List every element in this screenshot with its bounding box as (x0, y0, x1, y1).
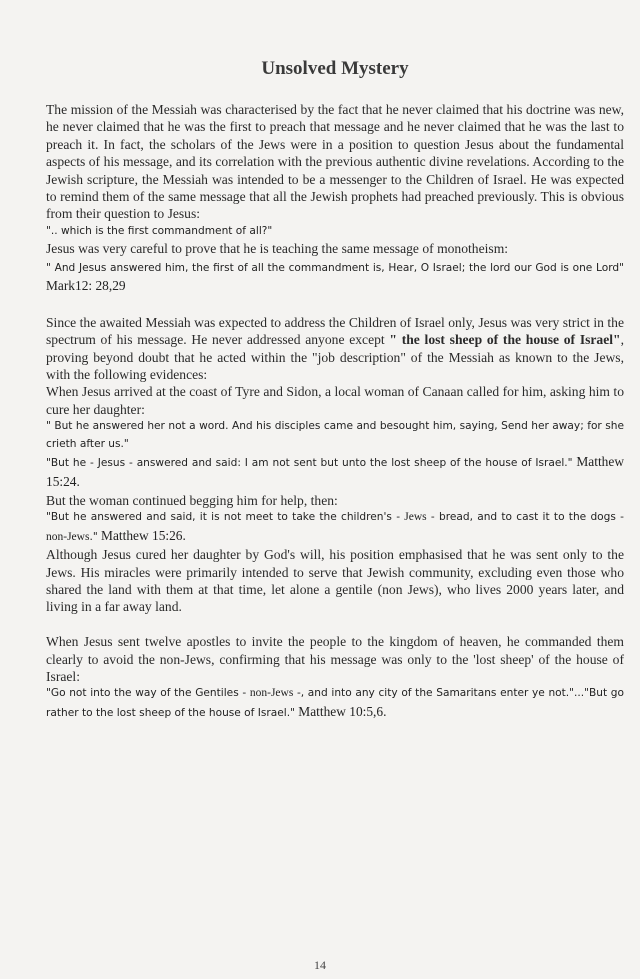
quote-6 (46, 685, 624, 722)
paragraph-4: When Jesus arrived at the coast of Tyre and Sidon, a local woman of Canaan called for him, asking him to cure her daughter: (46, 384, 624, 417)
quote-6-non-jews: non-Jews (249, 687, 294, 700)
page-title: Unsolved Mystery (261, 58, 409, 79)
paragraph-3-text-b: , proving beyond doubt that he acted within the "job description" of the Messiah as known to the Jews, with the following evidences: (46, 332, 624, 383)
quote-4 (46, 453, 624, 492)
paragraph-3 (46, 314, 624, 384)
paragraph-1: The mission of the Messiah was characterised by the fact that he never claimed that his doctrine was new, he never claimed that he was the first to preach that message and he never claimed that he was the last to preach it. In fact, the scholars of the Jews were in a position to question Jesus about the fundamental aspects of his message, and its correlation with the previous authentic divine revelations. According to the Jewish scripture, the Messiah was intended to be a messenger to the Children of Israel. He was expected to remind them of the same message that all the Jewish prophets had preached previously. This is obvious from their question to Jesus: (46, 102, 624, 222)
quote-5-non-jews: non-Jews (46, 530, 90, 543)
paragraph-3-bold: " the lost sheep of the house of Israel" (389, 332, 621, 348)
quote-6-text-b: -, and into any city of the Samaritans enter ye not."..."But go rather to the lost sheep of the house of Israel." (46, 687, 625, 719)
quote-5 (46, 509, 624, 546)
quote-1: ".. which is the first commandment of all?" (46, 224, 273, 237)
quote-5-text-c: ." (89, 530, 98, 543)
paragraph-7: When Jesus sent twelve apostles to invite the people to the kingdom of heaven, he commanded them clearly to avoid the non-Jews, confirming that his message was only to the 'lost sheep' of the house of Israel: (46, 634, 624, 684)
paragraph-5: But the woman continued begging him for help, then: (46, 492, 338, 508)
quote-3: " But he answered her not a word. And his disciples came and besought him, saying, Send her away; for she crieth after us." (46, 420, 624, 450)
paragraph-gap (46, 296, 624, 313)
quote-5-text-b: - bread, and to cast it to the dogs - (426, 511, 624, 524)
quote-4-text: "But he - Jesus - answered and said: I am not sent but unto the lost sheep of the house of Israel." (46, 457, 573, 470)
quote-5-reference: Matthew 15:26. (97, 527, 186, 543)
quote-2-text: " And Jesus answered him, the first of all the commandment is, Hear, O Israel; the lord our God is one Lord" (46, 261, 624, 274)
paragraph-gap (46, 616, 624, 633)
paragraph-2: Jesus was very careful to prove that he is teaching the same message of monotheism: (46, 241, 509, 257)
quote-6-reference: Matthew 10:5,6. (294, 703, 387, 719)
quote-5-jews: Jews (404, 511, 427, 524)
paragraph-6: Although Jesus cured her daughter by God's will, his position emphasised that he was sent only to the Jews. His miracles were primarily intended to serve that Jewish community, excluding even those who shared the land with them at that time, let alone a gentile (non Jews), who lives 2000 years later, and living in a far away land. (46, 547, 624, 615)
paragraph-3-text-a: Since the awaited Messiah was expected to address the Children of Israel only, Jesus was very strict in the spectrum of his message. He never addressed anyone except (46, 314, 624, 348)
quote-5-text-a: "But he answered and said, it is not meet to take the children's - (46, 511, 405, 524)
quote-2-reference: Mark12: 28,29 (46, 278, 126, 294)
quote-6-text-a: "Go not into the way of the Gentiles - (46, 687, 250, 700)
quote-4-reference: Matthew 15:24. (46, 454, 624, 489)
document-page (46, 0, 624, 979)
document-body (46, 101, 624, 722)
page-number: 14 (314, 958, 326, 972)
quote-2 (46, 258, 624, 297)
